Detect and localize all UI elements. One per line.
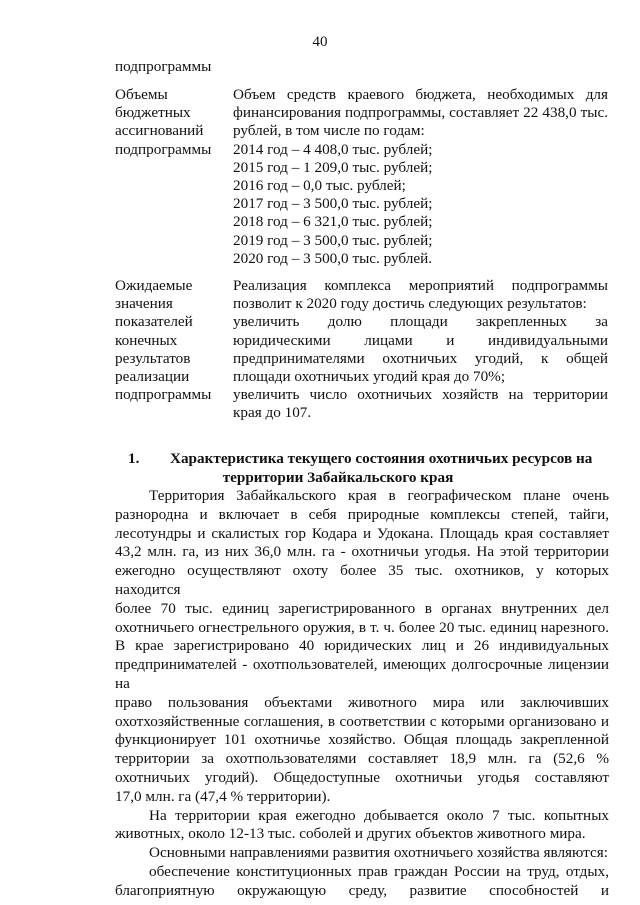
section-number: 1. (128, 450, 140, 467)
body-text (115, 487, 609, 901)
text-line: увеличить долю площади закрепленных за (233, 313, 608, 331)
body-line: На территории края ежегодно добывается около 7 тыс. копытных (149, 806, 609, 824)
body-line: территории за охотпользователями составляет 18,9 млн. га (52,6 % (115, 750, 609, 768)
text-line: 2016 год – 0,0 тыс. рублей; (233, 177, 406, 195)
budget-row-label (115, 86, 211, 159)
text-line: 2019 год – 3 500,0 тыс. рублей; (233, 231, 433, 249)
text-line: увеличить число охотничьих хозяйств на территории (233, 386, 608, 404)
label-line: Объемы (115, 86, 168, 103)
label-line: подпрограммы (115, 386, 212, 404)
body-line: благоприятную окружающую среду, развитие способностей и (115, 881, 609, 899)
body-line: охотхозяйственные соглашения, в соответствии с которыми организовано и (115, 712, 609, 730)
page-number: 40 (312, 34, 328, 50)
label-line: реализации (115, 368, 190, 386)
body-line: лесотундры и скалистых гор Кодара и Удокана. Площадь края составляет (115, 524, 609, 542)
text-line: 2017 год – 3 500,0 тыс. рублей; (233, 195, 433, 213)
section-title-line-1: Характеристика текущего состояния охотничьих ресурсов на (170, 450, 593, 467)
text-line: предпринимателями охотничьих угодий, к общей (233, 349, 608, 367)
budget-row-text (233, 86, 608, 268)
body-line: охотничьих угодий). Общедоступные охотничьи угодья составляют (115, 768, 609, 786)
body-line: функционирует 101 охотничье хозяйство. Общая площадь закрепленной (115, 731, 609, 749)
results-row-text (233, 277, 608, 423)
text-line: края до 107. (233, 404, 312, 422)
text-line: финансирования подпрограммы, составляет 22 438,0 тыс. (233, 104, 608, 122)
text-line: площади охотничьих угодий края до 70%; (233, 368, 506, 386)
body-line: 43,2 млн. га, из них 36,0 млн. га - охотничьи угодья. На этой территории (115, 543, 609, 561)
body-line: Территория Забайкальского края в географическом плане очень (149, 487, 609, 504)
body-line: ежегодно осуществляют охоту более 35 тыс. охотников, у которых находится (115, 562, 609, 598)
text-line: позволит к 2020 году достичь следующих результатов: (233, 295, 587, 313)
body-line: более 70 тыс. единиц зарегистрированного в органах внутренних дел (115, 599, 609, 617)
body-line: обеспечение конституционных прав граждан России на труд, отдых, (149, 862, 609, 880)
label-line: результатов (115, 349, 191, 367)
body-line: Основными направлениями развития охотничьего хозяйства являются: (149, 844, 608, 862)
label-line: бюджетных (115, 104, 191, 122)
label-line: Ожидаемые (115, 277, 193, 294)
results-row-label (115, 277, 211, 404)
text-line: 2018 год – 6 321,0 тыс. рублей; (233, 213, 433, 231)
body-line: животных, около 12-13 тыс. соболей и других объектов животного мира. (115, 825, 586, 843)
text-line: Объем средств краевого бюджета, необходимых для (233, 86, 608, 103)
body-line: предпринимателей - охотпользователей, имеющих долгосрочные лицензии на (115, 656, 609, 692)
text-line: 2020 год – 3 500,0 тыс. рублей. (233, 249, 433, 267)
text-line: 2015 год – 1 209,0 тыс. рублей; (233, 158, 433, 176)
text-line: 2014 год – 4 408,0 тыс. рублей; (233, 140, 433, 158)
label-line: значения (115, 295, 173, 313)
text-line: Реализация комплекса мероприятий подпрограммы (233, 277, 608, 294)
body-line: охотничьего огнестрельного оружия, в т. ч. более 20 тыс. единиц нарезного. (115, 618, 609, 636)
label-line: конечных (115, 331, 178, 349)
label-line: подпрограммы (115, 140, 212, 158)
label-line: подпрограммы (115, 58, 212, 75)
section-title-line-2: территории Забайкальского края (222, 468, 454, 486)
text-line: юридическими лицами и индивидуальными (233, 331, 608, 349)
row-label-continued (115, 58, 211, 76)
label-line: ассигнований (115, 122, 204, 140)
body-line: разнородна и включает в себя природные комплексы степей, тайги, (115, 505, 609, 523)
body-line: В крае зарегистрировано 40 юридических лиц и 26 индивидуальных (115, 637, 609, 655)
body-line: 17,0 млн. га (47,4 % территории). (115, 787, 331, 805)
text-line: рублей, в том числе по годам: (233, 122, 425, 140)
body-line: право пользования объектами животного мира или заключивших (115, 693, 609, 711)
label-line: показателей (115, 313, 193, 331)
